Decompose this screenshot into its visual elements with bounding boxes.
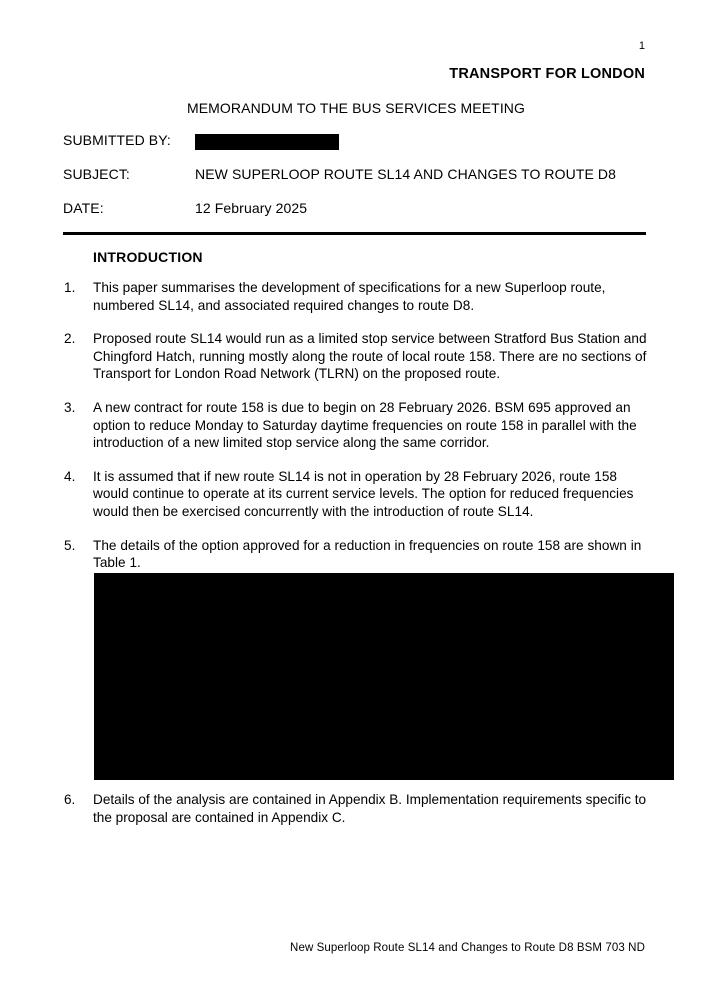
header-divider-rule: [63, 232, 646, 235]
list-item: [63, 791, 649, 826]
clause-number: 4.: [64, 468, 76, 484]
date-value: 12 February 2025: [195, 200, 308, 216]
clause-list: [63, 279, 649, 572]
clause-number: 2.: [64, 331, 76, 347]
subject-value: NEW SUPERLOOP ROUTE SL14 AND CHANGES TO ROUTE D8: [195, 166, 617, 182]
list-item: [63, 399, 649, 452]
submitted-by-value: [195, 131, 649, 150]
subject-label: SUBJECT:: [63, 166, 130, 182]
clause-text: It is assumed that if new route SL14 is not in operation by 28 February 2026, route 158 would continue to operate at its current service levels. The option for reduced frequencies would then be exercised concurrently with the introduction of route SL14.: [93, 468, 634, 519]
clause-text: The details of the option approved for a reduction in frequencies on route 158 are shown in Table 1.: [93, 537, 642, 571]
list-item: [63, 468, 649, 521]
page-footer: New Superloop Route SL14 and Changes to Route D8 BSM 703 ND: [290, 942, 645, 954]
clause-number: 6.: [64, 792, 76, 807]
submitted-by-label: SUBMITTED BY:: [63, 132, 171, 148]
clause-text: A new contract for route 158 is due to begin on 28 February 2026. BSM 695 approved an option to reduce Monday to Saturday daytime frequencies on route 158 in parallel with the introduction of a new limited stop service along the same corridor.: [93, 399, 637, 451]
list-item: [63, 330, 649, 383]
clause-six-container: [63, 791, 649, 826]
memo-metadata: [63, 131, 649, 233]
organisation-title: TRANSPORT FOR LONDON: [449, 66, 645, 82]
clause-text: This paper summarises the development of specifications for a new Superloop route, numbered SL14, and associated required changes to route D8.: [93, 280, 606, 313]
date-label: DATE:: [63, 200, 104, 216]
redacted-table-block: [94, 573, 674, 780]
document-body: [63, 248, 649, 588]
page-number: 1: [638, 40, 645, 52]
clause-number: 5.: [64, 537, 76, 553]
clause-text: Details of the analysis are contained in Appendix B. Implementation requirements specific to the proposal are contained in Appendix C.: [93, 792, 647, 825]
section-heading-introduction: INTRODUCTION: [93, 249, 203, 265]
redaction-bar-submitted-by: [195, 134, 339, 150]
clause-number: 3.: [64, 399, 76, 415]
list-item: [63, 537, 649, 572]
clause-number: 1.: [64, 280, 76, 295]
clause-text: Proposed route SL14 would run as a limited stop service between Stratford Bus Station and Chingford Hatch, running mostly along the route of local route 158. There are no sections of Transport for London Road Network (TLRN) on the proposed route.: [93, 331, 647, 382]
meta-row-submitted-by: [63, 131, 649, 165]
meta-row-date: [63, 199, 649, 233]
memorandum-title: MEMORANDUM TO THE BUS SERVICES MEETING: [186, 100, 526, 116]
list-item: [63, 279, 649, 314]
meta-row-subject: [63, 165, 649, 199]
